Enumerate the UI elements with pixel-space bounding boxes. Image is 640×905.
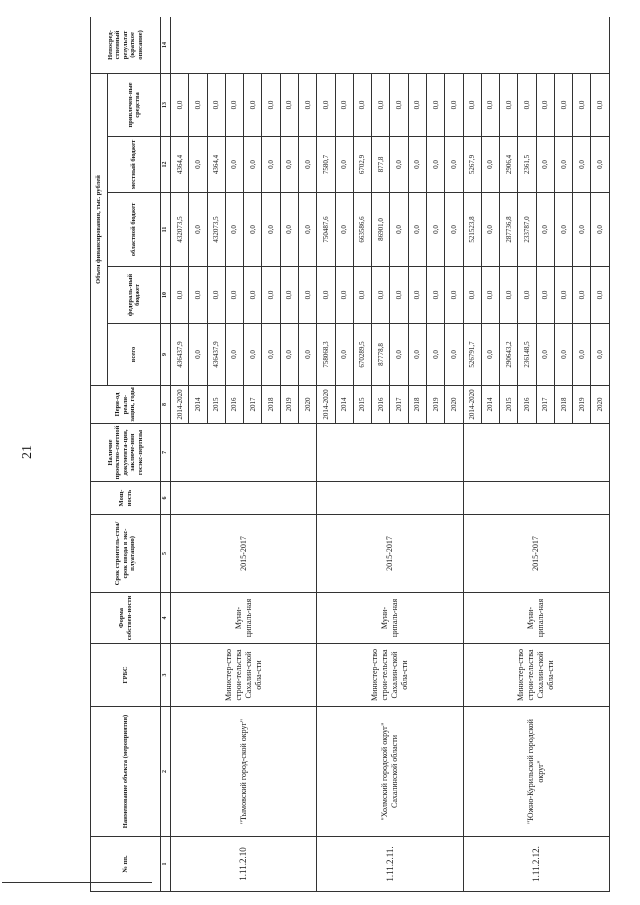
funding-total: 0,0 <box>189 324 207 386</box>
header-result: Непосред-ственный результат (краткое описание) <box>91 17 161 73</box>
funding-total: 0,0 <box>573 324 591 386</box>
funding-total: 0,0 <box>481 324 499 386</box>
funding-local: 0,0 <box>189 137 207 193</box>
funding-attracted: 0,0 <box>390 73 408 136</box>
object-ownership: Муни-ципаль-ная <box>171 593 317 644</box>
period-year: 2019 <box>573 386 591 424</box>
period-year: 2020 <box>445 386 463 424</box>
funding-total: 670289,5 <box>353 324 371 386</box>
funding-local: 4364,4 <box>171 137 189 193</box>
funding-regional: 432073,5 <box>171 193 189 267</box>
funding-attracted: 0,0 <box>445 73 463 136</box>
funding-regional: 0,0 <box>298 193 316 267</box>
col-number: 5 <box>161 515 171 593</box>
funding-table <box>90 17 610 892</box>
period-year: 2016 <box>372 386 390 424</box>
funding-attracted: 0,0 <box>189 73 207 136</box>
funding-local: 0,0 <box>573 137 591 193</box>
funding-regional: 0,0 <box>536 193 554 267</box>
funding-attracted: 0,0 <box>353 73 371 136</box>
funding-attracted: 0,0 <box>591 73 610 136</box>
object-result <box>171 17 610 73</box>
period-year: 2017 <box>390 386 408 424</box>
funding-federal: 0,0 <box>408 267 426 324</box>
col-number: 1 <box>161 837 171 892</box>
column-number-row <box>161 17 171 892</box>
funding-attracted: 0,0 <box>298 73 316 136</box>
funding-federal: 0,0 <box>518 267 536 324</box>
object-ownership: Муни-ципаль-ная <box>463 593 610 644</box>
funding-total: 0,0 <box>335 324 353 386</box>
header-design-docs: Наличие проектно-сметной документа-ции, заключе-ния госэкс-пертизы <box>91 424 161 482</box>
funding-regional: 0,0 <box>244 193 262 267</box>
header-name: Наименование объекта (мероприятия) <box>91 707 161 837</box>
col-number: 12 <box>161 137 171 193</box>
funding-regional: 0,0 <box>280 193 298 267</box>
funding-local: 0,0 <box>445 137 463 193</box>
period-year: 2014-2020 <box>463 386 481 424</box>
header-period: Пери-од реали-зации, годы <box>91 386 161 424</box>
col-number: 7 <box>161 424 171 482</box>
funding-local: 5267,9 <box>463 137 481 193</box>
table-row <box>171 17 189 892</box>
funding-local: 0,0 <box>262 137 280 193</box>
funding-regional: 432073,5 <box>207 193 225 267</box>
funding-local: 0,0 <box>481 137 499 193</box>
period-year: 2015 <box>353 386 371 424</box>
funding-federal: 0,0 <box>426 267 444 324</box>
funding-federal: 0,0 <box>500 267 518 324</box>
funding-attracted: 0,0 <box>554 73 572 136</box>
table-body <box>171 17 610 892</box>
funding-regional: 521523,8 <box>463 193 481 267</box>
funding-federal: 0,0 <box>390 267 408 324</box>
funding-attracted: 0,0 <box>171 73 189 136</box>
funding-regional: 287736,8 <box>500 193 518 267</box>
col-number: 14 <box>161 17 171 73</box>
funding-regional: 0,0 <box>408 193 426 267</box>
period-year: 2014 <box>335 386 353 424</box>
funding-total: 0,0 <box>426 324 444 386</box>
period-year: 2018 <box>262 386 280 424</box>
funding-total: 758068,3 <box>317 324 335 386</box>
period-year: 2014-2020 <box>171 386 189 424</box>
object-code: 1.11.2.12. <box>463 837 610 892</box>
object-design-docs <box>317 424 463 482</box>
object-grbs: Министер-ство строи-тельства Сахалин-ской обла-сти <box>171 644 317 707</box>
funding-local: 2906,4 <box>500 137 518 193</box>
funding-attracted: 0,0 <box>426 73 444 136</box>
funding-total: 236148,5 <box>518 324 536 386</box>
header-local: местный бюджет <box>108 137 161 193</box>
funding-total: 0,0 <box>445 324 463 386</box>
funding-attracted: 0,0 <box>408 73 426 136</box>
period-year: 2017 <box>536 386 554 424</box>
page-number: 21 <box>20 445 35 459</box>
funding-federal: 0,0 <box>445 267 463 324</box>
object-code: 1.11.2.11. <box>317 837 463 892</box>
funding-local: 6702,9 <box>353 137 371 193</box>
object-term: 2015-2017 <box>463 515 610 593</box>
funding-federal: 0,0 <box>372 267 390 324</box>
header-capacity: Мощ-ность <box>91 482 161 515</box>
funding-attracted: 0,0 <box>335 73 353 136</box>
funding-total: 0,0 <box>298 324 316 386</box>
funding-local: 0,0 <box>390 137 408 193</box>
funding-regional: 0,0 <box>426 193 444 267</box>
period-year: 2020 <box>298 386 316 424</box>
object-capacity <box>317 482 463 515</box>
funding-local: 0,0 <box>408 137 426 193</box>
header-federal: федераль-ный бюджет <box>108 267 161 324</box>
funding-local: 2361,5 <box>518 137 536 193</box>
funding-attracted: 0,0 <box>481 73 499 136</box>
funding-regional: 0,0 <box>445 193 463 267</box>
period-year: 2014 <box>481 386 499 424</box>
funding-attracted: 0,0 <box>225 73 243 136</box>
col-number: 13 <box>161 73 171 136</box>
col-number: 2 <box>161 707 171 837</box>
funding-local: 0,0 <box>536 137 554 193</box>
period-year: 2015 <box>207 386 225 424</box>
period-year: 2018 <box>554 386 572 424</box>
funding-local: 7580,7 <box>317 137 335 193</box>
funding-regional: 663586,6 <box>353 193 371 267</box>
funding-attracted: 0,0 <box>536 73 554 136</box>
funding-total: 0,0 <box>262 324 280 386</box>
funding-regional: 0,0 <box>591 193 610 267</box>
funding-regional: 0,0 <box>573 193 591 267</box>
period-year: 2020 <box>591 386 610 424</box>
funding-total: 0,0 <box>554 324 572 386</box>
funding-local: 0,0 <box>554 137 572 193</box>
object-design-docs <box>463 424 610 482</box>
period-year: 2019 <box>280 386 298 424</box>
object-capacity <box>463 482 610 515</box>
object-name: "Холмский городской округ" Сахалинской области <box>317 707 463 837</box>
funding-attracted: 0,0 <box>207 73 225 136</box>
funding-attracted: 0,0 <box>463 73 481 136</box>
funding-total: 436437,9 <box>171 324 189 386</box>
funding-federal: 0,0 <box>262 267 280 324</box>
funding-local: 0,0 <box>591 137 610 193</box>
funding-federal: 0,0 <box>207 267 225 324</box>
funding-federal: 0,0 <box>554 267 572 324</box>
funding-regional: 0,0 <box>554 193 572 267</box>
funding-total: 0,0 <box>280 324 298 386</box>
object-design-docs <box>171 424 317 482</box>
funding-regional: 0,0 <box>390 193 408 267</box>
funding-total: 0,0 <box>536 324 554 386</box>
funding-federal: 0,0 <box>481 267 499 324</box>
col-number: 3 <box>161 644 171 707</box>
funding-total: 0,0 <box>225 324 243 386</box>
funding-local: 0,0 <box>244 137 262 193</box>
funding-attracted: 0,0 <box>244 73 262 136</box>
header-attracted: привлечен-ные средства <box>108 73 161 136</box>
period-year: 2018 <box>408 386 426 424</box>
funding-total: 0,0 <box>390 324 408 386</box>
funding-total: 0,0 <box>244 324 262 386</box>
object-code: 1.11.2.10 <box>171 837 317 892</box>
header-funding-group: Объем финансирования, тыс. рублей <box>91 73 108 385</box>
object-ownership: Муни-ципаль-ная <box>317 593 463 644</box>
funding-federal: 0,0 <box>225 267 243 324</box>
table-header <box>91 17 171 892</box>
funding-local: 0,0 <box>335 137 353 193</box>
period-year: 2014-2020 <box>317 386 335 424</box>
funding-total: 436437,9 <box>207 324 225 386</box>
funding-federal: 0,0 <box>536 267 554 324</box>
funding-local: 877,8 <box>372 137 390 193</box>
table-row <box>317 17 335 892</box>
funding-federal: 0,0 <box>463 267 481 324</box>
funding-regional: 233787,0 <box>518 193 536 267</box>
funding-federal: 0,0 <box>335 267 353 324</box>
funding-local: 0,0 <box>426 137 444 193</box>
funding-attracted: 0,0 <box>317 73 335 136</box>
funding-federal: 0,0 <box>280 267 298 324</box>
period-year: 2019 <box>426 386 444 424</box>
funding-total: 526791,7 <box>463 324 481 386</box>
funding-federal: 0,0 <box>591 267 610 324</box>
object-grbs: Министер-ство строи-тельства Сахалин-ской обла-сти <box>463 644 610 707</box>
funding-total: 87778,8 <box>372 324 390 386</box>
funding-federal: 0,0 <box>298 267 316 324</box>
funding-regional: 0,0 <box>481 193 499 267</box>
col-number: 10 <box>161 267 171 324</box>
funding-regional: 750487,6 <box>317 193 335 267</box>
object-capacity <box>171 482 317 515</box>
funding-federal: 0,0 <box>244 267 262 324</box>
funding-local: 0,0 <box>280 137 298 193</box>
funding-local: 0,0 <box>225 137 243 193</box>
header-total: всего <box>108 324 161 386</box>
header-regional: областной бюджет <box>108 193 161 267</box>
funding-attracted: 0,0 <box>280 73 298 136</box>
col-number: 8 <box>161 386 171 424</box>
period-year: 2016 <box>225 386 243 424</box>
col-number: 9 <box>161 324 171 386</box>
funding-federal: 0,0 <box>189 267 207 324</box>
header-num: № пп. <box>91 837 161 892</box>
funding-local: 0,0 <box>298 137 316 193</box>
funding-federal: 0,0 <box>317 267 335 324</box>
period-year: 2016 <box>518 386 536 424</box>
header-term: Срок строитель-ства/срок ввода в экс-плуатацию) <box>91 515 161 593</box>
funding-total: 0,0 <box>408 324 426 386</box>
funding-attracted: 0,0 <box>500 73 518 136</box>
period-year: 2015 <box>500 386 518 424</box>
footnote-rule <box>2 882 152 883</box>
header-ownership: Форма собствен-ности <box>91 593 161 644</box>
object-term: 2015-2017 <box>171 515 317 593</box>
object-term: 2015-2017 <box>317 515 463 593</box>
col-number: 6 <box>161 482 171 515</box>
funding-attracted: 0,0 <box>372 73 390 136</box>
funding-federal: 0,0 <box>353 267 371 324</box>
funding-total: 0,0 <box>591 324 610 386</box>
funding-local: 4364,4 <box>207 137 225 193</box>
funding-regional: 0,0 <box>262 193 280 267</box>
funding-regional: 0,0 <box>335 193 353 267</box>
col-number: 4 <box>161 593 171 644</box>
object-grbs: Министер-ство строи-тельства Сахалин-ской обла-сти <box>317 644 463 707</box>
funding-regional: 0,0 <box>225 193 243 267</box>
object-name: "Тымовский город-ской округ" <box>171 707 317 837</box>
funding-attracted: 0,0 <box>573 73 591 136</box>
funding-attracted: 0,0 <box>262 73 280 136</box>
funding-federal: 0,0 <box>573 267 591 324</box>
header-grbs: ГРБС <box>91 644 161 707</box>
rotated-table-frame <box>90 17 610 892</box>
funding-regional: 0,0 <box>189 193 207 267</box>
table-row <box>463 17 481 892</box>
period-year: 2014 <box>189 386 207 424</box>
table-container <box>90 17 610 892</box>
funding-attracted: 0,0 <box>518 73 536 136</box>
funding-federal: 0,0 <box>171 267 189 324</box>
funding-total: 290643,2 <box>500 324 518 386</box>
object-name: "Южно-Курильский городской округ" <box>463 707 610 837</box>
col-number: 11 <box>161 193 171 267</box>
period-year: 2017 <box>244 386 262 424</box>
funding-regional: 86901,0 <box>372 193 390 267</box>
